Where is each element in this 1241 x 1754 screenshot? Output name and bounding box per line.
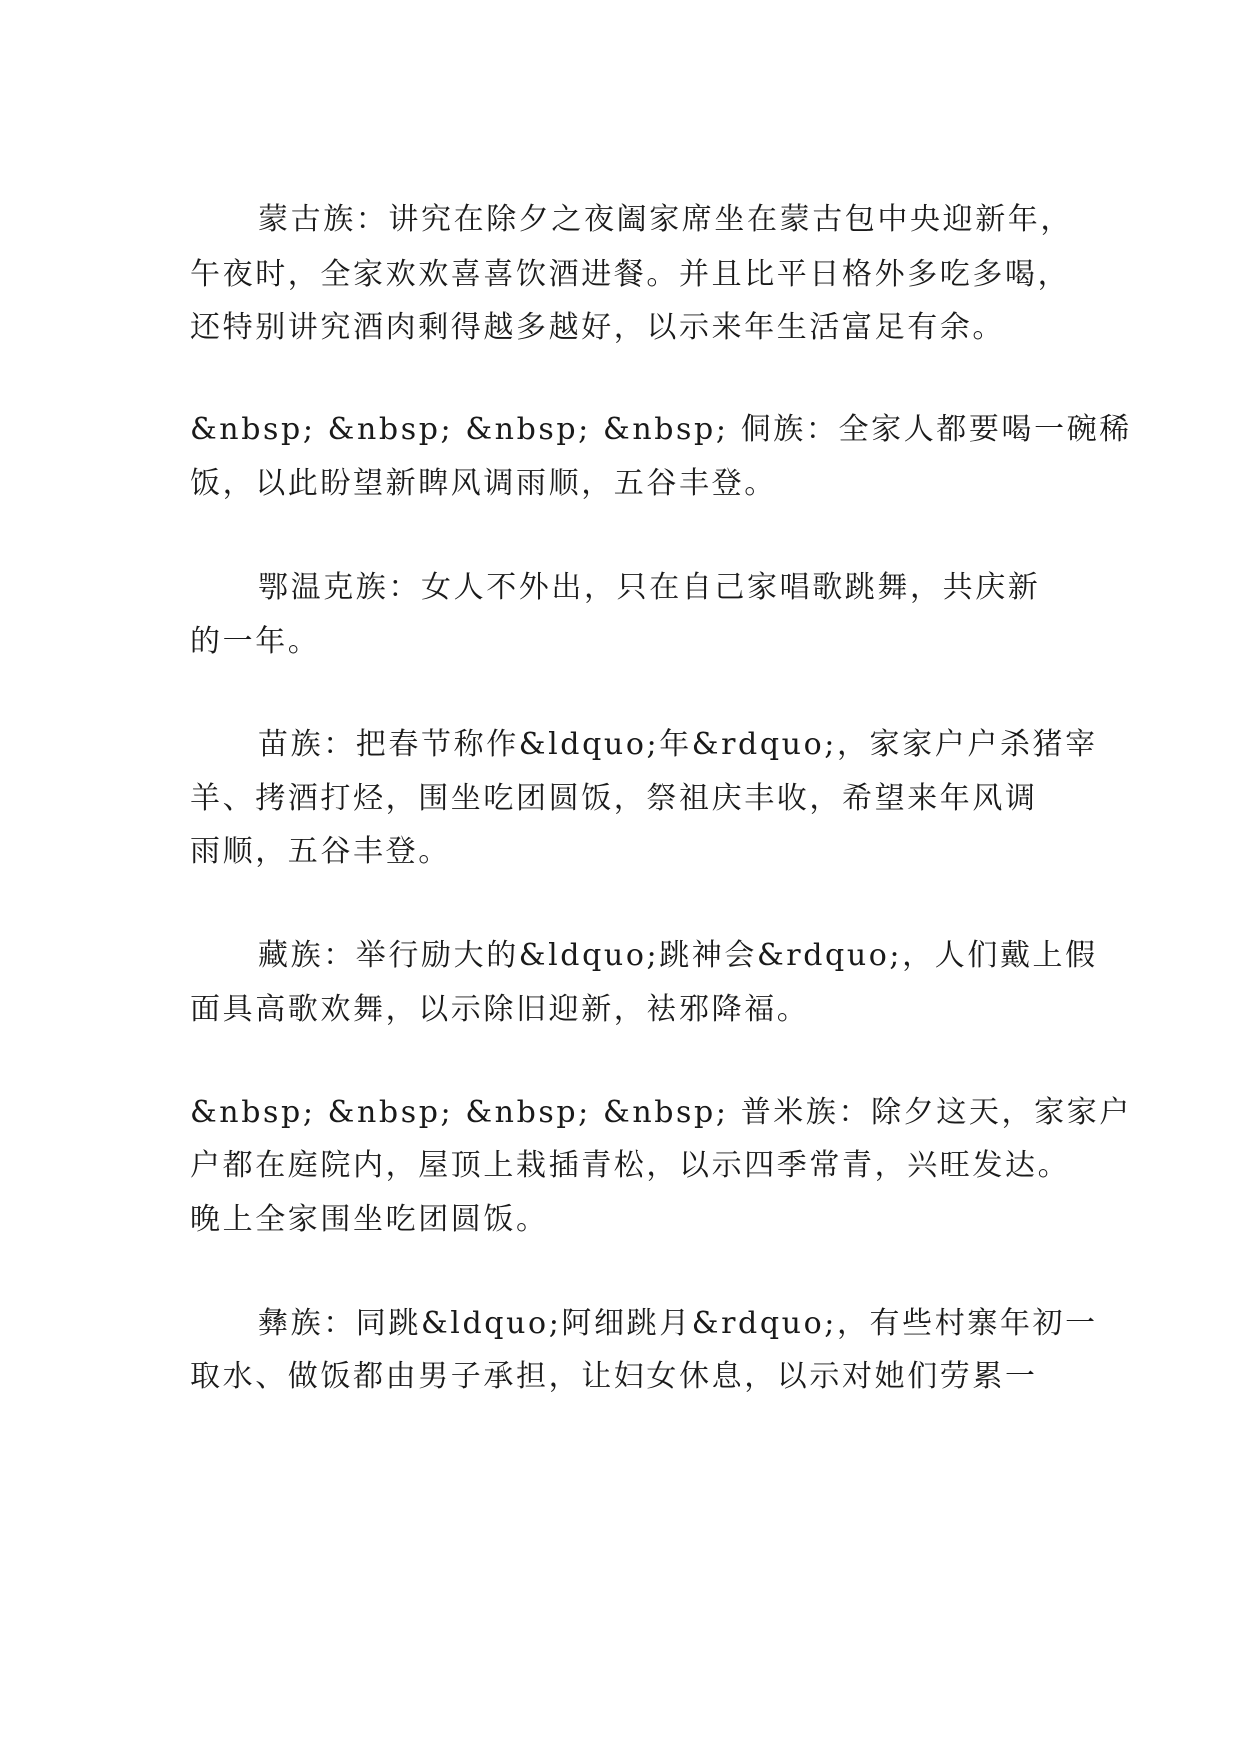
- paragraph-tibetan-line-1: 藏族：举行励大的&ldquo;跳神会&rdquo;，人们戴上假: [258, 938, 1098, 973]
- paragraph-ewenki-line-2: 的一年。: [190, 624, 321, 659]
- paragraph-pumi-line-1: &nbsp; &nbsp; &nbsp; &nbsp; 普米族：除夕这天，家家户: [190, 1095, 1132, 1130]
- paragraph-yi-line-1: 彝族：同跳&ldquo;阿细跳月&rdquo;，有些村寨年初一: [258, 1306, 1098, 1341]
- paragraph-miao-line-1: 苗族：把春节称作&ldquo;年&rdquo;，家家户户杀猪宰: [258, 727, 1098, 762]
- paragraph-pumi-line-2: 户都在庭院内，屋顶上栽插青松，以示四季常青，兴旺发达。: [190, 1148, 1071, 1183]
- paragraph-yi-line-2: 取水、做饭都由男子承担，让妇女休息，以示对她们劳累一: [190, 1359, 1038, 1394]
- paragraph-miao-line-3: 雨顺，五谷丰登。: [190, 834, 451, 869]
- paragraph-miao-line-2: 羊、拷酒打烃，围坐吃团圆饭，祭祖庆丰收，希望来年风调: [190, 781, 1038, 816]
- paragraph-mongol-line-1: 蒙古族：讲究在除夕之夜阖家席坐在蒙古包中央迎新年，: [258, 202, 1073, 237]
- paragraph-ewenki-line-1: 鄂温克族：女人不外出，只在自己家唱歌跳舞，共庆新: [258, 570, 1041, 605]
- paragraph-mongol-line-2: 午夜时，全家欢欢喜喜饮酒进餐。并且比平日格外多吃多喝，: [190, 257, 1071, 292]
- paragraph-pumi-line-3: 晚上全家围坐吃团圆饭。: [190, 1202, 549, 1237]
- paragraph-mongol-line-3: 还特别讲究酒肉剩得越多越好，以示来年生活富足有余。: [190, 310, 1005, 345]
- paragraph-dong-line-1: &nbsp; &nbsp; &nbsp; &nbsp; 侗族：全家人都要喝一碗稀: [190, 412, 1132, 447]
- paragraph-dong-line-2: 饭，以此盼望新睥风调雨顺，五谷丰登。: [190, 466, 777, 501]
- paragraph-tibetan-line-2: 面具高歌欢舞，以示除旧迎新，袪邪降福。: [190, 992, 810, 1027]
